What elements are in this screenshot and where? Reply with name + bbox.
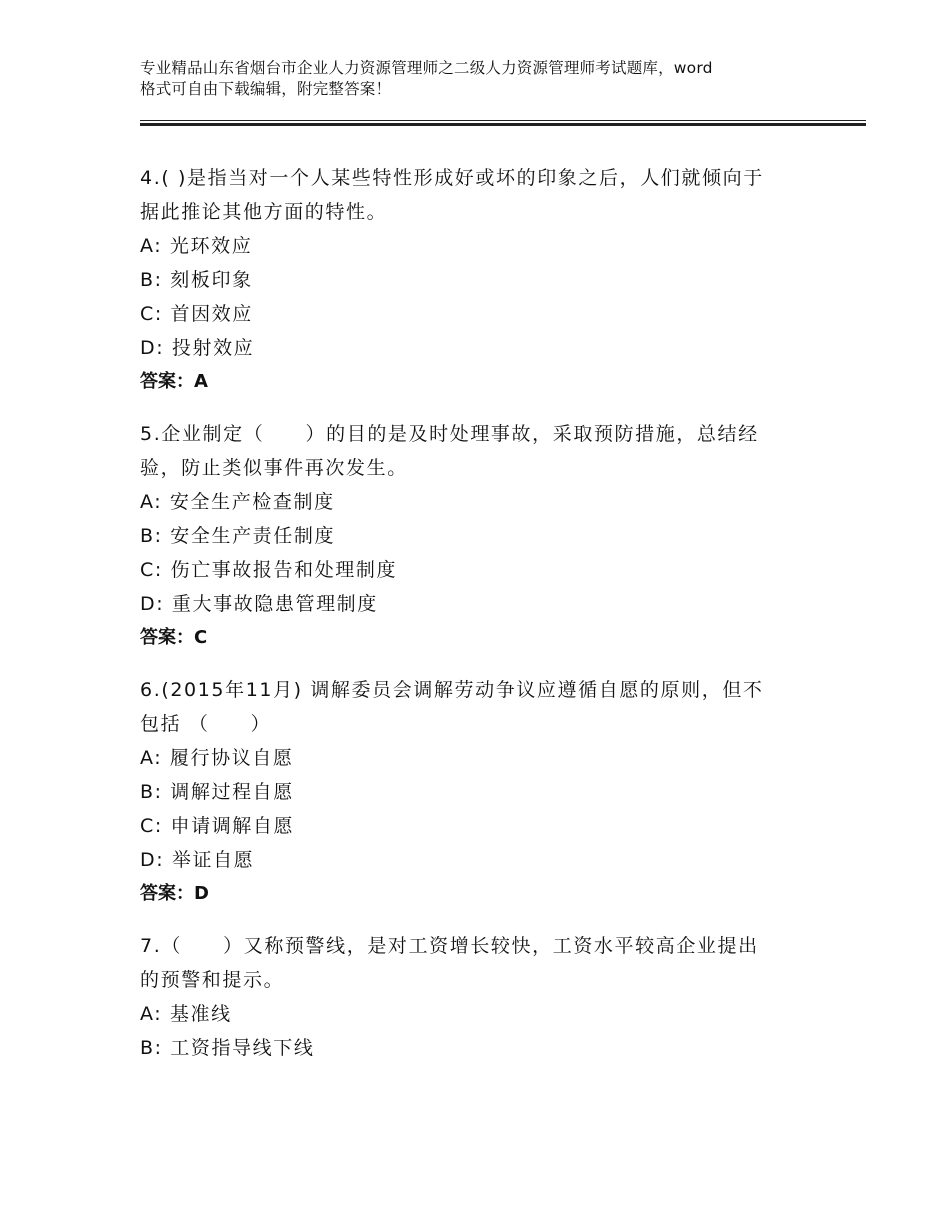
option-b: B: 刻板印象 bbox=[140, 269, 253, 291]
header-line-2: 格式可自由下载编辑，附完整答案！ bbox=[140, 80, 392, 98]
question-6 bbox=[140, 673, 820, 911]
answer-line: 答案：D bbox=[140, 883, 209, 904]
stem-line: 验，防止类似事件再次发生。 bbox=[140, 457, 408, 479]
option-b: B: 安全生产责任制度 bbox=[140, 525, 336, 547]
answer-line: 答案：A bbox=[140, 371, 208, 392]
header-divider-thin bbox=[140, 120, 866, 121]
header-divider-thick bbox=[140, 123, 866, 126]
option-b: B: 调解过程自愿 bbox=[140, 781, 294, 803]
stem-line: 的预警和提示。 bbox=[140, 969, 285, 991]
option-d: D: 重大事故隐患管理制度 bbox=[140, 593, 378, 615]
stem-line: 7.（ ）又称预警线，是对工资增长较快，工资水平较高企业提出 bbox=[140, 935, 759, 957]
question-stem bbox=[140, 673, 820, 741]
question-list bbox=[140, 161, 820, 1083]
stem-line: 据此推论其他方面的特性。 bbox=[140, 201, 388, 223]
option-a: A: 履行协议自愿 bbox=[140, 747, 294, 769]
header-line-1: 专业精品山东省烟台市企业人力资源管理师之二级人力资源管理师考试题库，word bbox=[140, 59, 713, 77]
option-a: A: 安全生产检查制度 bbox=[140, 491, 335, 513]
option-d: D: 举证自愿 bbox=[140, 849, 255, 871]
question-stem bbox=[140, 929, 820, 997]
question-stem bbox=[140, 417, 820, 485]
option-a: A: 光环效应 bbox=[140, 235, 253, 257]
option-c: C: 伤亡事故报告和处理制度 bbox=[140, 559, 398, 581]
stem-line: 6.(2015年11月) 调解委员会调解劳动争议应遵循自愿的原则，但不 bbox=[140, 679, 764, 701]
option-d: D: 投射效应 bbox=[140, 337, 255, 359]
stem-line: 5.企业制定（ ）的目的是及时处理事故，采取预防措施，总结经 bbox=[140, 423, 759, 445]
question-7 bbox=[140, 929, 820, 1065]
stem-line: 4.( )是指当对一个人某些特性形成好或坏的印象之后，人们就倾向于 bbox=[140, 167, 764, 189]
option-c: C: 首因效应 bbox=[140, 303, 253, 325]
question-5 bbox=[140, 417, 820, 655]
option-a: A: 基准线 bbox=[140, 1003, 232, 1025]
document-header bbox=[140, 58, 830, 100]
answer-line: 答案：C bbox=[140, 627, 208, 648]
option-c: C: 申请调解自愿 bbox=[140, 815, 295, 837]
stem-line: 包括 （ ） bbox=[140, 713, 272, 735]
question-stem bbox=[140, 161, 820, 229]
question-4 bbox=[140, 161, 820, 399]
option-b: B: 工资指导线下线 bbox=[140, 1037, 315, 1059]
